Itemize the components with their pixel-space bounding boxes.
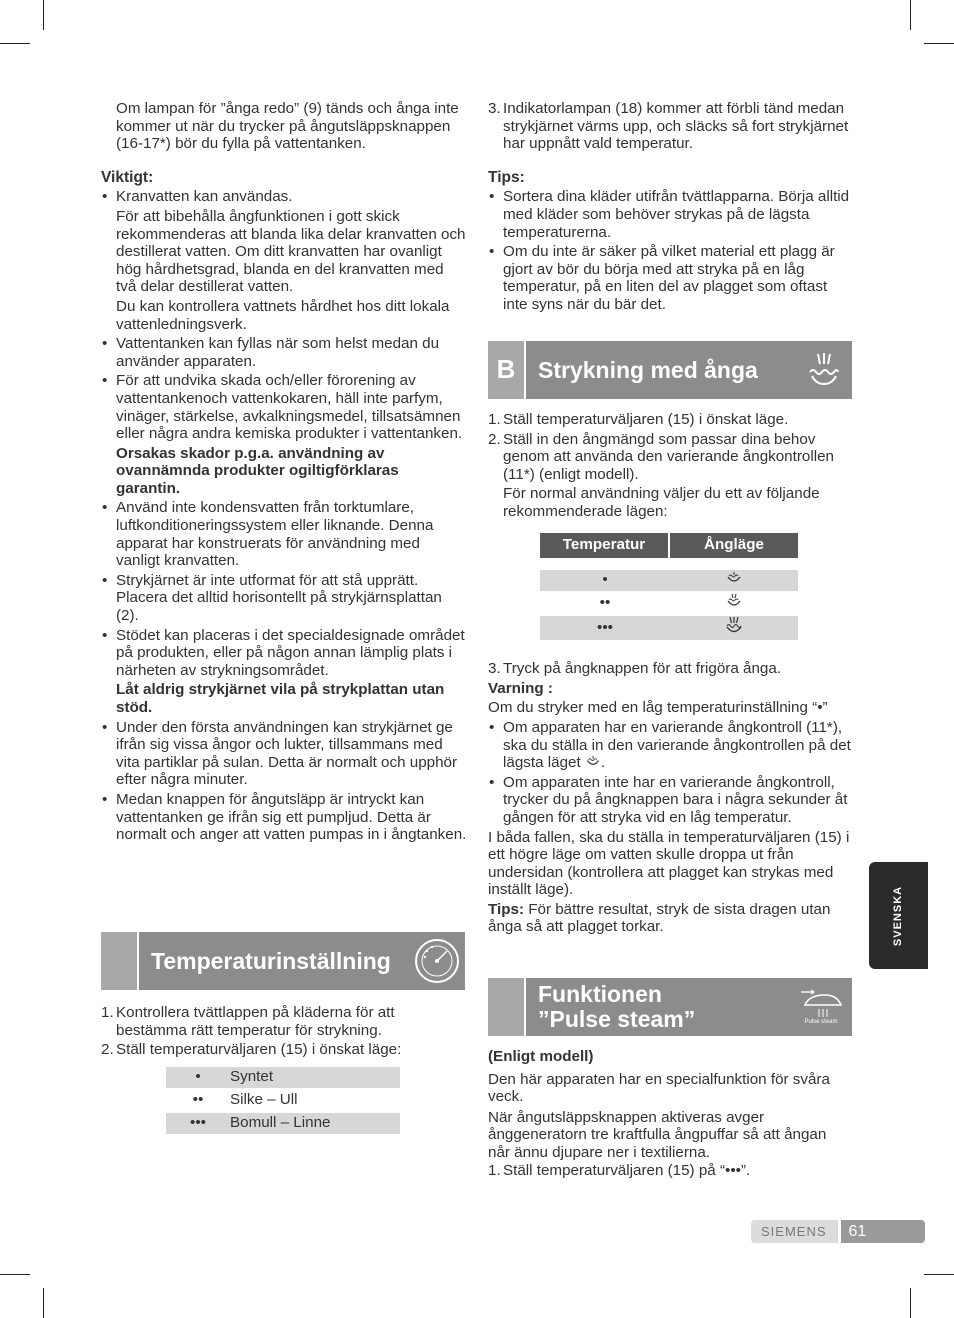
important-heading: Viktigt: (101, 168, 154, 186)
both-cases-paragraph: I båda fallen, ska du ställa in temperaturväljaren (15) i ett högre läge om vatten skulle droppa ut från undersidan (kontrollera att plagget kan strykas med inställt läge). (488, 828, 850, 899)
list-item: • Stödet kan placeras i det specialdesignade området på produkten, eller på någon annan lämplig plats i närheten av strykningsområdet. Låt aldrig strykjärnet vila på strykplattan utan stöd. (101, 627, 467, 717)
table-row: • Syntet (166, 1067, 400, 1088)
list-item: 2. Ställ in den ångmängd som passar dina behov genom att använda den varierande ångkontrollen (11*) (enligt modell). För normal användning väljer du ett av följande rekommenderade lägen: (488, 430, 834, 520)
crop-mark (0, 1274, 30, 1275)
crop-mark (43, 0, 44, 30)
table-row: •• (540, 593, 798, 614)
tips-heading: Tips: (488, 168, 525, 186)
table-row: • (540, 570, 798, 591)
list-item: • Använd inte kondensvatten från torktumlare, luftkonditioneringssystem eller liknande. Denna apparat har konstruerats för användning med vanligt kranvatten. (101, 499, 467, 569)
model-note: (Enligt modell) (488, 1048, 594, 1065)
steam-low-icon (585, 754, 601, 771)
list-item: • Strykjärnet är inte utformat för att stå upprätt. Placera det alltid horisontellt på strykjärnsplattan (2). (101, 572, 467, 625)
list-item: • Om apparaten har en varierande ångkontroll (11*), ska du ställa in den varierande ångkontrollen på det lägsta läget . (488, 719, 852, 772)
heating-step (488, 100, 854, 153)
list-item: • Kranvatten kan användas. För att bibehålla ångfunktionen i gott skick rekommenderas att blanda lika delar kranvatten och destillerat vatten. Om ditt kranvatten har ovanligt hög hårdhetsgrad, blanda en del kranvatten med två delar destillerat vatten. Du kan kontrollera vattnets hårdhet hos ditt lokala vattenledningsverk. (101, 188, 467, 333)
pulse-steps (488, 1162, 852, 1180)
list-item: 1. Ställ temperaturväljaren (15) i önskat läge. (488, 411, 789, 428)
list-item: • Sortera dina kläder utifrån tvättlapparna. Börja alltid med kläder som behöver strykas på de lägsta temperaturerna. (488, 188, 854, 241)
steam-medium-icon (670, 593, 798, 614)
section-title: Funktionen ”Pulse steam” (538, 981, 696, 1032)
page-footer (751, 1220, 925, 1243)
section-title: Strykning med ånga (538, 356, 758, 383)
left-column (101, 100, 467, 846)
list-item: 1. Ställ temperaturväljaren (15) på “•••”. (488, 1161, 751, 1179)
steam-ironing-section (488, 341, 852, 936)
brand-label: SIEMENS (751, 1220, 838, 1243)
pulse-steam-icon (790, 978, 852, 1036)
section-title: Temperaturinställning (151, 947, 391, 974)
tips-paragraph: Tips: För bättre resultat, stryk de sista dragen utan ånga så att plagget torkar. (488, 900, 831, 936)
temperature-table (166, 1065, 400, 1136)
pulse-paragraph-1: Den här apparaten har en specialfunktion för svåra veck. (488, 1070, 830, 1106)
list-item: • Medan knappen för ångutsläpp är intryckt kan vattentanken ge ifrån sig ett pumpljud. Detta är normalt och anger att vatten pumpas in i ångtanken. (101, 791, 467, 844)
tips-list (488, 188, 854, 313)
language-tab: SVENSKA (869, 862, 928, 969)
steam-low-icon (670, 570, 798, 591)
crop-mark (910, 1288, 911, 1318)
pulse-steam-section (488, 978, 852, 1181)
warning-list (488, 719, 852, 827)
section-letter: B (488, 341, 526, 399)
list-item: 3. Tryck på ångknappen för att frigöra ånga. (488, 660, 782, 678)
list-item: • För att undvika skada och/eller förorening av vattentankenoch vattenkokaren, häll inte parfym, vinäger, stärkelse, avkalkningsmedel, tillsatsämnen eller några andra kemiska produkter i vattentanken. Orsakas skador p.g.a. användning av ovannämnda produkter ogiltigförklaras garantin. (101, 372, 467, 497)
temperature-dial-icon (409, 932, 465, 990)
steam-high-icon (670, 616, 798, 641)
warning-intro: Om du stryker med en låg temperaturinställning “•” (488, 699, 828, 717)
table-header-row: Temperatur Ångläge (540, 533, 798, 558)
table-row: ••• Bomull – Linne (166, 1113, 400, 1134)
list-item: 2. Ställ temperaturväljaren (15) i önskat läge: (101, 1041, 402, 1059)
temperature-steps (101, 1004, 465, 1059)
steam-step-3 (488, 660, 852, 678)
important-list (101, 188, 467, 843)
crop-mark (43, 1288, 44, 1318)
crop-mark (910, 0, 911, 30)
warning-heading: Varning : (488, 679, 553, 697)
steam-icon (796, 341, 852, 399)
list-item: • Om apparaten inte har en varierande ångkontroll, trycker du på ångknappen bara i några sekunder åt gången för att stryka vid en låg temperatur. (488, 774, 852, 827)
crop-mark (0, 43, 30, 44)
list-item: 3. Indikatorlampan (18) kommer att förbli tänd medan strykjärnet värms upp, och släcks så fort strykjärnet har uppnått vald temperatur. (488, 100, 849, 153)
page-number: 61 (841, 1220, 925, 1243)
list-item: • Vattentanken kan fyllas när som helst medan du använder apparaten. (101, 335, 467, 370)
temperature-banner (101, 932, 465, 990)
banner-tab (488, 978, 526, 1036)
pulse-steam-icon-caption: Pulse steam (804, 1018, 838, 1025)
crop-mark (924, 43, 954, 44)
banner-tab (101, 932, 139, 990)
pulse-paragraph-2: När ångutsläppsknappen aktiveras avger ånggeneratorn tre kraftfulla ångpuffar så att ångan når ännu djupare ner i textilierna. (488, 1108, 827, 1161)
intro-paragraph: Om lampan för ”ånga redo” (9) tänds och ånga inte kommer ut när du trycker på ångutsläppsknappen (16-17*) bör du fylla på vattentanken. (116, 100, 459, 153)
steam-steps (488, 411, 852, 521)
crop-mark (924, 1274, 954, 1275)
pulse-steam-banner (488, 978, 852, 1036)
list-item: 1. Kontrollera tvättlappen på kläderna för att bestämma rätt temperatur för strykning. (101, 1004, 395, 1039)
list-item: • Om du inte är säker på vilket material ett plagg är gjort av bör du börja med att stryka på en låg temperatur, på en liten del av plagget som oftast inte syns när du bär det. (488, 243, 854, 313)
steam-table (540, 531, 798, 643)
steam-banner (488, 341, 852, 399)
list-item: • Under den första användningen kan strykjärnet ge ifrån sig vissa ångor och lukter, tillsammans med vita partiklar på sulan. Detta är normalt och upphör efter några minuter. (101, 719, 467, 789)
table-row: •• Silke – Ull (192, 1091, 298, 1109)
right-column (488, 100, 854, 316)
table-row: ••• (540, 616, 798, 641)
temperature-section (101, 932, 465, 1136)
